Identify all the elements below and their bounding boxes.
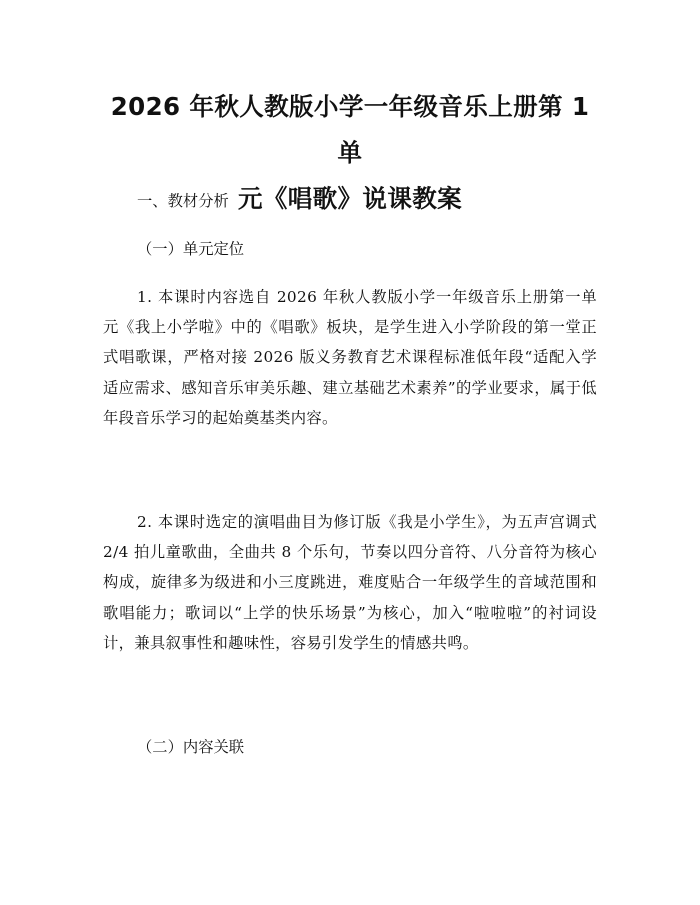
section-heading-textbook-analysis: 一、教材分析 <box>137 192 229 210</box>
paragraph-1: 1. 本课时内容选自 2026 年秋人教版小学一年级音乐上册第一单元《我上小学啦》中的《唱歌》板块，是学生进入小学阶段的第一堂正式唱歌课，严格对接 2026 版义务教育艺术课程标准低年段“适配入学适应需求、感知音乐审美乐趣、建立基础艺术素养”的学业要求，属于低年段音乐学习的起始奠基类内容。 <box>103 288 597 427</box>
title-line-1: 2026 年秋人教版小学一年级音乐上册第 1 单 <box>110 92 590 167</box>
paragraph-2: 2. 本课时选定的演唱曲目为修订版《我是小学生》，为五声宫调式 2/4 拍儿童歌曲，全曲共 8 个乐句，节奏以四分音符、八分音符为核心构成，旋律多为级进和小三度跳进，难度贴合一年级学生的音域范围和歌唱能力；歌词以“上学的快乐场景”为核心，加入“啦啦啦”的衬词设计，兼具叙事性和趣味性，容易引发学生的情感共鸣。 <box>103 513 597 652</box>
subsection-heading-unit-positioning: （一）单元定位 <box>137 240 245 258</box>
title-line-2: 元《唱歌》说课教案 <box>237 184 463 213</box>
subsection-heading-content-relation: （二）内容关联 <box>137 738 245 756</box>
